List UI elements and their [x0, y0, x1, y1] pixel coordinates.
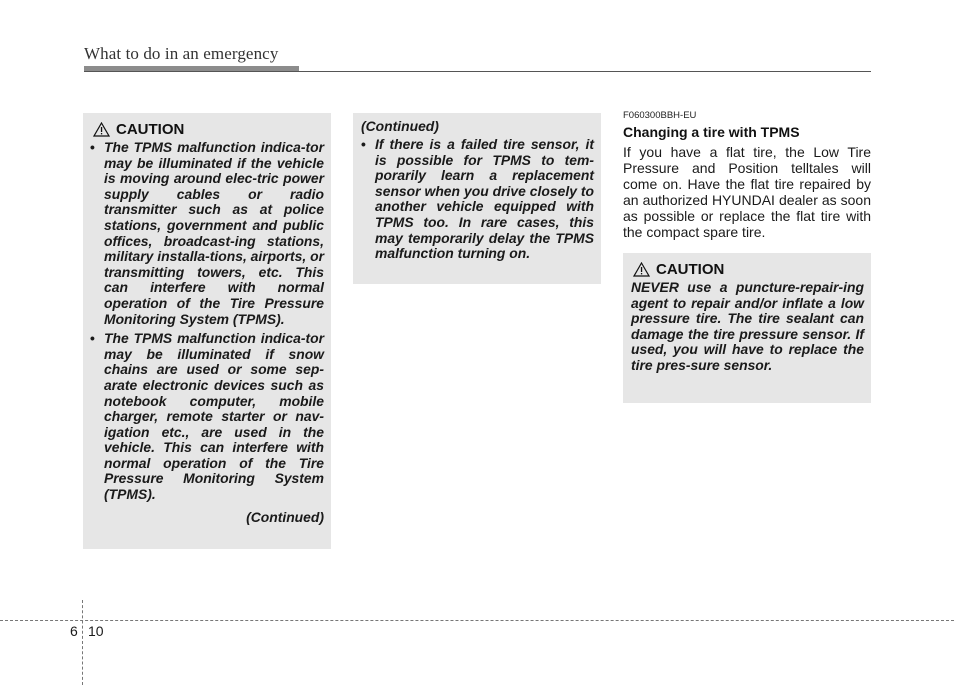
warning-triangle-icon — [93, 122, 110, 137]
continued-label: (Continued) — [246, 508, 324, 525]
right-column — [623, 110, 871, 240]
page-number: 10 — [88, 623, 104, 639]
footer-vertical-divider — [82, 600, 83, 685]
section-code: F060300BBH-EU — [623, 110, 697, 121]
caution-box-right — [623, 253, 871, 403]
caution-bullet-list — [361, 137, 594, 262]
caution-heading — [93, 121, 324, 138]
caution-box-middle — [353, 113, 601, 284]
header-rule — [84, 71, 871, 72]
caution-heading — [633, 261, 864, 278]
body-paragraph: If you have a flat tire, the Low Tire Pressure and Position telltales will come on. Have the flat tire repaired by an authorized HYUNDAI dealer as soon as possible or replace the flat tire with the compact spare tire. — [623, 144, 871, 240]
section-title: What to do in an emergency — [84, 44, 279, 63]
caution-bullet-list — [90, 140, 324, 503]
list-item: • If there is a failed tire sensor, it is possible for TPMS to tem-porarily learn a replacement sensor when you drive closely to another vehicle equipped with TPMS too. In rare cases, this may temporarily delay the TPMS malfunction turning on. — [361, 137, 594, 262]
caution-box-left — [83, 113, 331, 549]
warning-triangle-icon — [633, 262, 650, 277]
caution-text: NEVER use a puncture-repair-ing agent to repair and/or inflate a low pressure tire. The tire sealant can damage the tire pressure sensor. If used, you will have to replace the tire pres-sure sensor. — [631, 279, 864, 373]
caution-label: CAUTION — [116, 121, 185, 138]
section-heading: Changing a tire with TPMS — [623, 124, 800, 140]
caution-label: CAUTION — [656, 261, 725, 278]
list-item: • The TPMS malfunction indica-tor may be illuminated if the vehicle is moving around elec-tric power supply cables or radio transmitter such as at police stations, government and public offices, broadcast-ing stations, military installa-tions, airports, or transmitting towers, etc. This can interfere with normal operation of the Tire Pressure Monitoring System (TPMS). — [90, 140, 324, 327]
list-item: • The TPMS malfunction indica-tor may be illuminated if snow chains are used or some sep-arate electronic devices such as notebook computer, mobile charger, remote starter or nav-igation etc., are used in the vehicle. This can interfere with normal operation of the Tire Pressure Monitoring System (TPMS). — [90, 331, 324, 503]
chapter-number: 6 — [70, 623, 78, 639]
continued-label: (Continued) — [361, 118, 439, 134]
footer-divider — [0, 620, 954, 621]
